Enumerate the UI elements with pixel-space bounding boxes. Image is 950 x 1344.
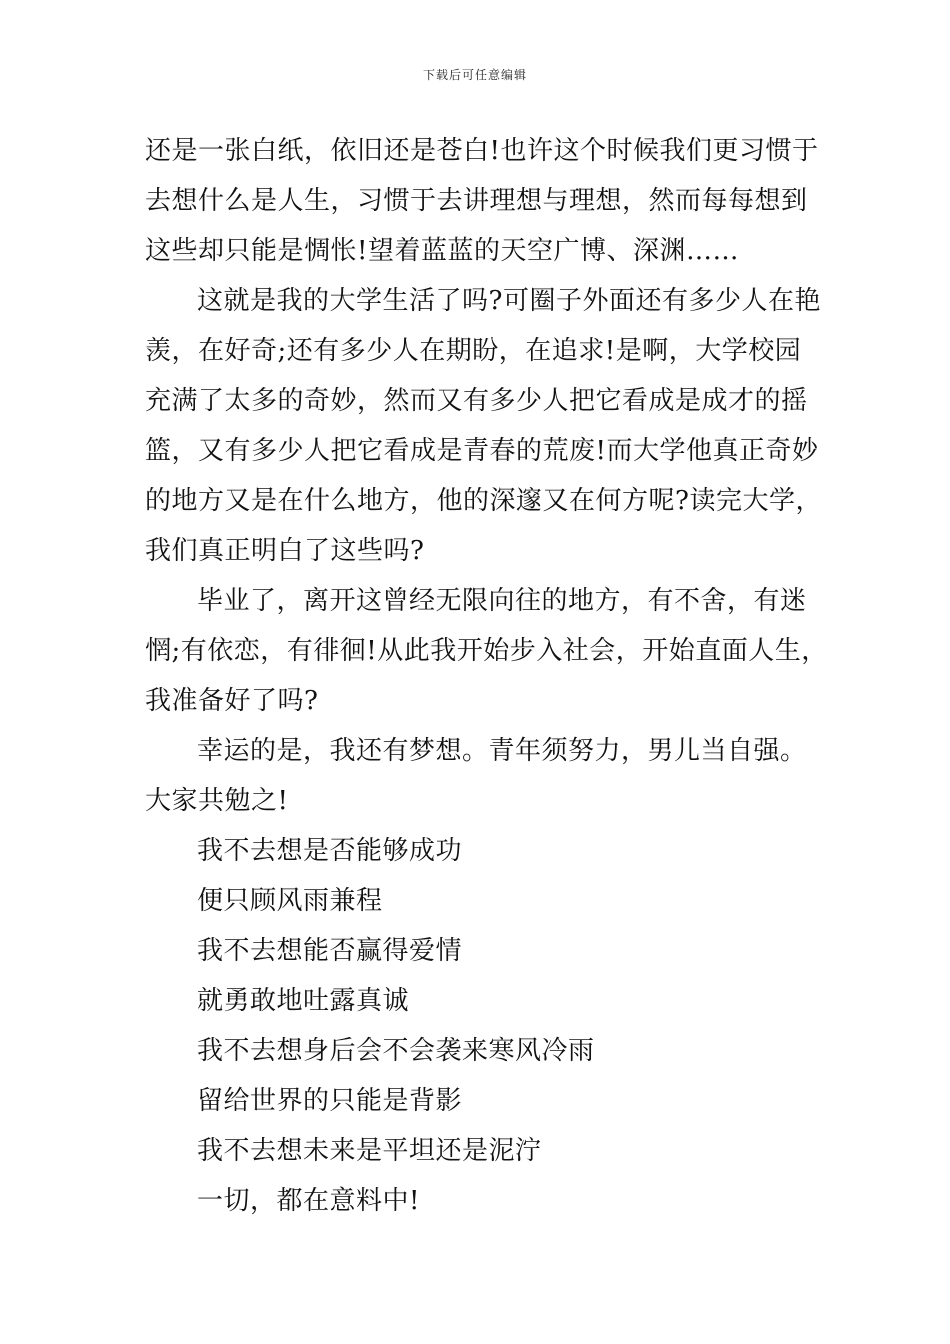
text-line: 毕业了，离开这曾经无限向往的地方，有不舍，有迷 — [197, 586, 807, 616]
text-line: 羡，在好奇;还有多少人在期盼，在追求!是啊，大学校园 — [145, 336, 802, 366]
document-body — [145, 126, 828, 1226]
text-line: 大家共勉之! — [145, 786, 289, 816]
poem-line: 我不去想未来是平坦还是泥泞 — [197, 1136, 542, 1166]
text-line: 我准备好了吗? — [145, 686, 319, 716]
text-line: 幸运的是，我还有梦想。青年须努力，男儿当自强。 — [197, 736, 807, 766]
paragraph-1 — [145, 126, 825, 276]
poem-line: 就勇敢地吐露真诚 — [197, 986, 410, 1016]
text-line: 篮，又有多少人把它看成是青春的荒废!而大学他真正奇妙 — [145, 436, 819, 466]
text-line: 惘;有依恋，有徘徊!从此我开始步入社会，开始直面人生， — [145, 636, 828, 666]
poem-line: 留给世界的只能是背影 — [197, 1086, 463, 1116]
text-line: 去想什么是人生，习惯于去讲理想与理想，然而每每想到 — [145, 186, 808, 216]
page-header: 下载后可任意编辑 — [422, 68, 527, 82]
text-line: 还是一张白纸，依旧还是苍白!也许这个时候我们更习惯于 — [145, 136, 819, 166]
poem-line: 一切，都在意料中! — [197, 1186, 420, 1216]
text-line: 我们真正明白了这些吗? — [145, 536, 425, 566]
poem-line: 我不去想身后会不会袭来寒风冷雨 — [197, 1036, 595, 1066]
paragraph-3 — [145, 576, 828, 726]
poem-line: 便只顾风雨兼程 — [197, 886, 383, 916]
poem-line: 我不去想是否能够成功 — [197, 836, 463, 866]
text-line: 这就是我的大学生活了吗?可圈子外面还有多少人在艳 — [197, 286, 821, 316]
paragraph-4 — [145, 726, 825, 826]
paragraph-2 — [145, 276, 825, 576]
text-line: 这些却只能是惆怅!望着蓝蓝的天空广博、深渊…… — [145, 236, 739, 266]
poem — [145, 826, 825, 1226]
text-line: 充满了太多的奇妙，然而又有多少人把它看成是成才的摇 — [145, 386, 808, 416]
text-line: 的地方又是在什么地方，他的深邃又在何方呢?读完大学， — [145, 486, 822, 516]
poem-line: 我不去想能否赢得爱情 — [197, 936, 463, 966]
